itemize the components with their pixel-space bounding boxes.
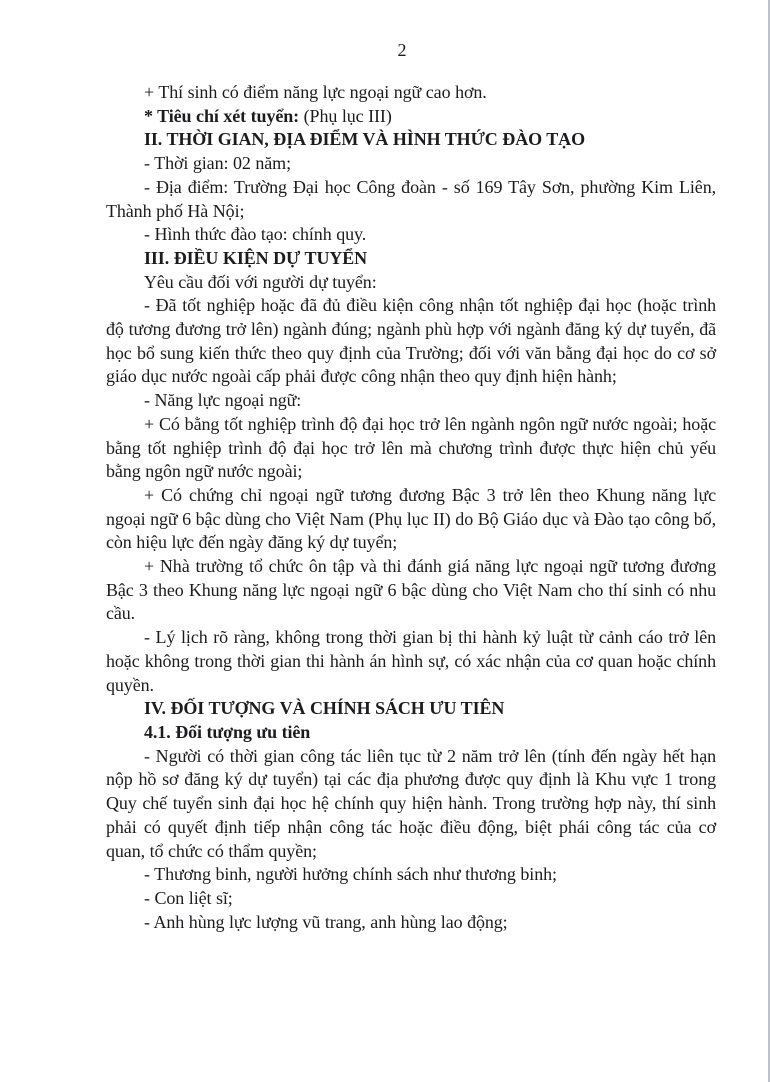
paragraph-priority-war-invalids: - Thương binh, người hưởng chính sách như thương binh;: [144, 864, 557, 885]
page-number: 2: [397, 40, 407, 60]
paragraph-applicant-requirements-intro: Yêu cầu đối với người dự tuyển:: [144, 271, 377, 292]
section-iv-heading: IV. ĐỐI TƯỢNG VÀ CHÍNH SÁCH ƯU TIÊN: [144, 698, 505, 719]
paragraph-duration: - Thời gian: 02 năm;: [144, 153, 291, 174]
paragraph-admission-criteria-note: [106, 105, 716, 129]
paragraph-priority-region-worker: - Người có thời gian công tác liên tục từ 2 năm trở lên (tính đến ngày hết hạn nộp hồ sơ đăng ký dự tuyển) tại các địa phương được quy định là Khu vực 1 trong Quy chế tuyển sinh đại học hệ chính quy hiện hành. Trong trường hợp này, thí sinh phải có quyết định tiếp nhận công tác hoặc điều động, biệt phái công tác của cơ quan, tổ chức có thẩm quyền;: [106, 745, 716, 861]
paragraph-clear-record-requirement: - Lý lịch rõ ràng, không trong thời gian bị thi hành kỷ luật từ cảnh cáo trở lên hoặc không trong thời gian thi hành án hình sự, có xác nhận của cơ quan hoặc chính quyền.: [106, 627, 716, 695]
paragraph-language-certificate-option: + Có chứng chỉ ngoại ngữ tương đương Bậc 3 trở lên theo Khung năng lực ngoại ngữ 6 bậc dùng cho Việt Nam (Phụ lục II) do Bộ Giáo dục và Đào tạo công bố, còn hiệu lực đến ngày đăng ký dự tuyển;: [106, 484, 716, 553]
paragraph-language-ability-label: - Năng lực ngoại ngữ:: [144, 390, 302, 411]
subsection-4-1-heading: 4.1. Đối tượng ưu tiên: [144, 721, 311, 742]
paragraph-candidate-higher-language-score: + Thí sinh có điểm năng lực ngoại ngữ cao hơn.: [144, 82, 487, 102]
paragraph-language-exam-option: + Nhà trường tổ chức ôn tập và thi đánh giá năng lực ngoại ngữ tương đương Bậc 3 theo Khung năng lực ngoại ngữ 6 bậc dùng cho Việt Nam cho thí sinh có nhu cầu.: [106, 556, 716, 624]
paragraph-priority-heroes: - Anh hùng lực lượng vũ trang, anh hùng lao động;: [144, 911, 508, 932]
admission-criteria-label: * Tiêu chí xét tuyển:: [144, 105, 300, 126]
paragraph-language-degree-option: + Có bằng tốt nghiệp trình độ đại học trở lên ngành ngôn ngữ nước ngoài; hoặc bằng tốt nghiệp trình độ đại học trở lên mà chương trình được thực hiện chủ yếu bằng ngôn ngữ nước ngoài;: [106, 413, 716, 482]
paragraph-graduation-requirement: - Đã tốt nghiệp hoặc đã đủ điều kiện công nhận tốt nghiệp đại học (hoặc trình độ tương đương trở lên) ngành đúng; ngành phù hợp với ngành đăng ký dự tuyển, đã học bổ sung kiến thức theo quy định của Trường; đối với văn bằng đại học do cơ sở giáo dục nước ngoài cấp phải được công nhận theo quy định hiện hành;: [106, 295, 716, 387]
section-ii-heading: II. THỜI GIAN, ĐỊA ĐIỂM VÀ HÌNH THỨC ĐÀO TẠO: [144, 129, 585, 150]
admission-criteria-appendix-ref: (Phụ lục III): [299, 105, 392, 126]
paragraph-location: - Địa điểm: Trường Đại học Công đoàn - số 169 Tây Sơn, phường Kim Liên, Thành phố Hà Nội;: [106, 176, 716, 221]
section-iii-heading: III. ĐIỀU KIỆN DỰ TUYỂN: [144, 247, 368, 268]
paragraph-priority-martyr-children: - Con liệt sĩ;: [144, 887, 233, 908]
paragraph-training-form: - Hình thức đào tạo: chính quy.: [144, 224, 367, 245]
